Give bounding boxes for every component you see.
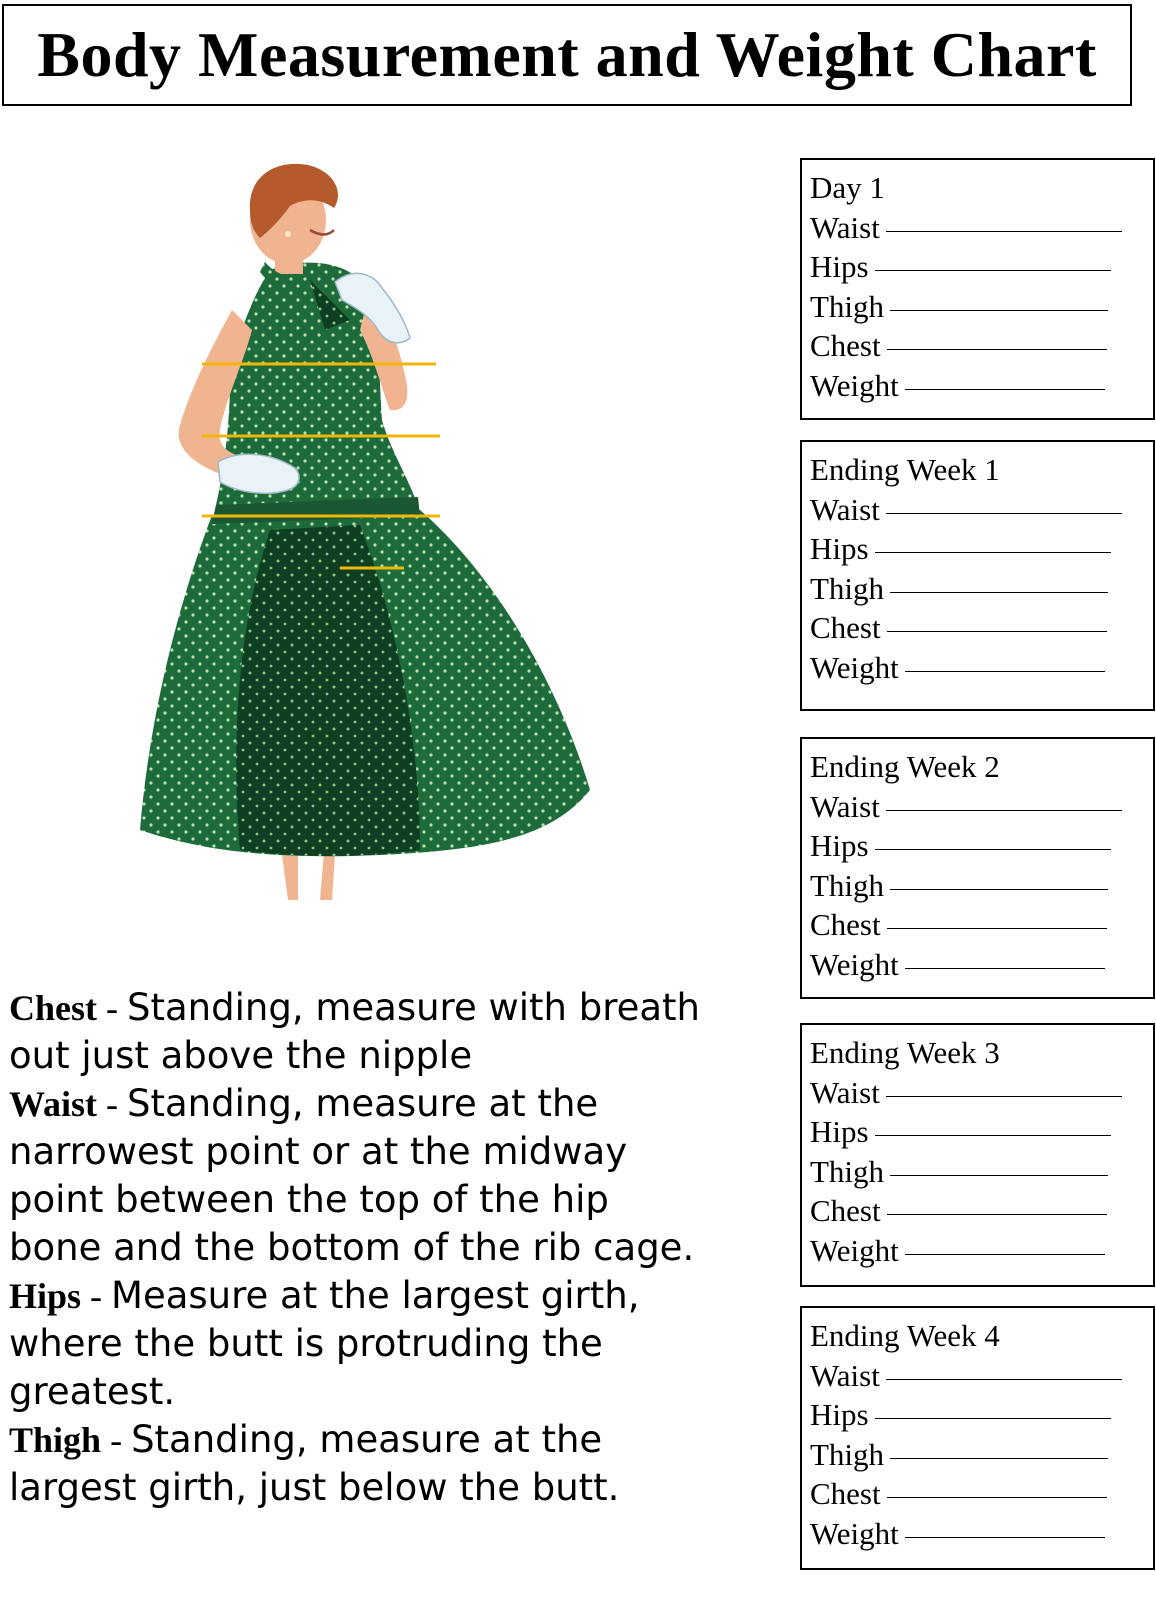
log-field-row xyxy=(810,1191,1153,1231)
fill-in-blank[interactable] xyxy=(887,928,1107,929)
log-heading: Ending Week 2 xyxy=(810,749,1000,784)
fill-in-blank[interactable] xyxy=(875,552,1111,553)
term-label: Hips xyxy=(9,1276,82,1316)
fill-in-blank[interactable] xyxy=(905,968,1105,969)
field-label: Weight xyxy=(810,1232,899,1268)
log-field-row xyxy=(810,529,1153,569)
log-heading: Ending Week 3 xyxy=(810,1035,1000,1070)
field-label: Waist xyxy=(810,1357,880,1393)
field-label: Chest xyxy=(810,907,881,942)
term-text: Measure at the largest girth, where the butt is protruding the greatest. xyxy=(9,1274,640,1413)
log-field-row xyxy=(810,569,1153,609)
term-label: Thigh xyxy=(9,1420,102,1460)
log-field-row xyxy=(810,1514,1153,1554)
fill-in-blank[interactable] xyxy=(886,231,1122,232)
term-text: Standing, measure at the narrowest point or at the midway point between the top of the hip bone and the bottom of the rib cage. xyxy=(9,1082,695,1269)
fill-in-blank[interactable] xyxy=(875,270,1111,271)
field-label: Hips xyxy=(810,249,869,284)
log-field-row xyxy=(810,1474,1153,1514)
log-field-row xyxy=(810,1152,1153,1192)
field-label: Thigh xyxy=(810,1436,885,1472)
fill-in-blank[interactable] xyxy=(905,389,1105,390)
field-label: Waist xyxy=(810,788,880,824)
log-field-row xyxy=(810,1356,1153,1396)
fill-in-blank[interactable] xyxy=(887,1214,1107,1215)
page-title: Body Measurement and Weight Chart xyxy=(37,19,1097,90)
field-label: Weight xyxy=(810,367,899,403)
log-field-row xyxy=(810,648,1153,688)
field-label: Thigh xyxy=(810,1153,885,1189)
log-field-row xyxy=(810,1231,1153,1271)
fill-in-blank[interactable] xyxy=(890,310,1108,311)
field-label: Hips xyxy=(810,1397,869,1432)
field-label: Weight xyxy=(810,1515,899,1551)
waist-instruction: Waist - Standing, measure at the narrowest point or at the midway point between the top of the hip bone and the bottom of the rib cage. xyxy=(9,1082,695,1269)
fill-in-blank[interactable] xyxy=(886,810,1122,811)
log-field-row xyxy=(810,1435,1153,1475)
field-label: Weight xyxy=(810,946,899,982)
term-text: Standing, measure with breath out just above the nipple xyxy=(9,986,701,1077)
field-label: Hips xyxy=(810,531,869,566)
field-label: Chest xyxy=(810,610,881,645)
fill-in-blank[interactable] xyxy=(875,1135,1111,1136)
term-label: Waist xyxy=(9,1084,98,1124)
log-field-row xyxy=(810,1395,1153,1435)
log-field-row xyxy=(810,366,1153,406)
log-field-row xyxy=(810,1112,1153,1152)
log-field-row xyxy=(810,787,1153,827)
log-field-row xyxy=(810,208,1153,248)
fill-in-blank[interactable] xyxy=(887,1497,1107,1498)
log-field-row xyxy=(810,326,1153,366)
measurement-instructions xyxy=(9,984,709,1512)
fill-in-blank[interactable] xyxy=(905,1254,1105,1255)
fill-in-blank[interactable] xyxy=(887,349,1107,350)
hips-instruction: Hips - Measure at the largest girth, where the butt is protruding the greatest. xyxy=(9,1274,640,1413)
log-field-row xyxy=(810,866,1153,906)
woman-dress-illustration xyxy=(120,150,600,920)
fill-in-blank[interactable] xyxy=(905,1537,1105,1538)
field-label: Waist xyxy=(810,491,880,527)
field-label: Chest xyxy=(810,328,881,363)
log-field-row xyxy=(810,826,1153,866)
log-heading: Ending Week 1 xyxy=(810,452,1000,487)
fill-in-blank[interactable] xyxy=(890,889,1108,890)
title-box xyxy=(2,4,1132,106)
field-label: Thigh xyxy=(810,570,885,606)
log-field-row xyxy=(810,905,1153,945)
term-text: Standing, measure at the largest girth, just below the butt. xyxy=(9,1418,620,1509)
log-field-row xyxy=(810,287,1153,327)
log-box xyxy=(800,1023,1155,1287)
fill-in-blank[interactable] xyxy=(886,513,1122,514)
fill-in-blank[interactable] xyxy=(890,1175,1108,1176)
fill-in-blank[interactable] xyxy=(890,592,1108,593)
log-field-row xyxy=(810,247,1153,287)
fill-in-blank[interactable] xyxy=(875,1418,1111,1419)
field-label: Chest xyxy=(810,1193,881,1228)
field-label: Weight xyxy=(810,649,899,685)
fill-in-blank[interactable] xyxy=(875,849,1111,850)
field-label: Hips xyxy=(810,1114,869,1149)
log-heading: Day 1 xyxy=(810,170,885,205)
field-label: Waist xyxy=(810,209,880,245)
dress-figure-icon xyxy=(120,150,600,920)
log-field-row xyxy=(810,608,1153,648)
fill-in-blank[interactable] xyxy=(887,631,1107,632)
log-field-row xyxy=(810,945,1153,985)
log-box xyxy=(800,737,1155,999)
log-field-row xyxy=(810,490,1153,530)
term-label: Chest xyxy=(9,988,97,1028)
field-label: Waist xyxy=(810,1074,880,1110)
log-field-row xyxy=(810,1073,1153,1113)
log-box xyxy=(800,440,1155,711)
field-label: Chest xyxy=(810,1476,881,1511)
fill-in-blank[interactable] xyxy=(886,1379,1122,1380)
fill-in-blank[interactable] xyxy=(890,1458,1108,1459)
field-label: Hips xyxy=(810,828,869,863)
chest-instruction: Chest - Standing, measure with breath out just above the nipple xyxy=(9,986,701,1077)
fill-in-blank[interactable] xyxy=(905,671,1105,672)
log-heading: Ending Week 4 xyxy=(810,1318,1000,1353)
fill-in-blank[interactable] xyxy=(886,1096,1122,1097)
log-box xyxy=(800,1306,1155,1570)
field-label: Thigh xyxy=(810,867,885,903)
log-box xyxy=(800,158,1155,420)
field-label: Thigh xyxy=(810,288,885,324)
thigh-instruction: Thigh - Standing, measure at the largest girth, just below the butt. xyxy=(9,1418,620,1509)
